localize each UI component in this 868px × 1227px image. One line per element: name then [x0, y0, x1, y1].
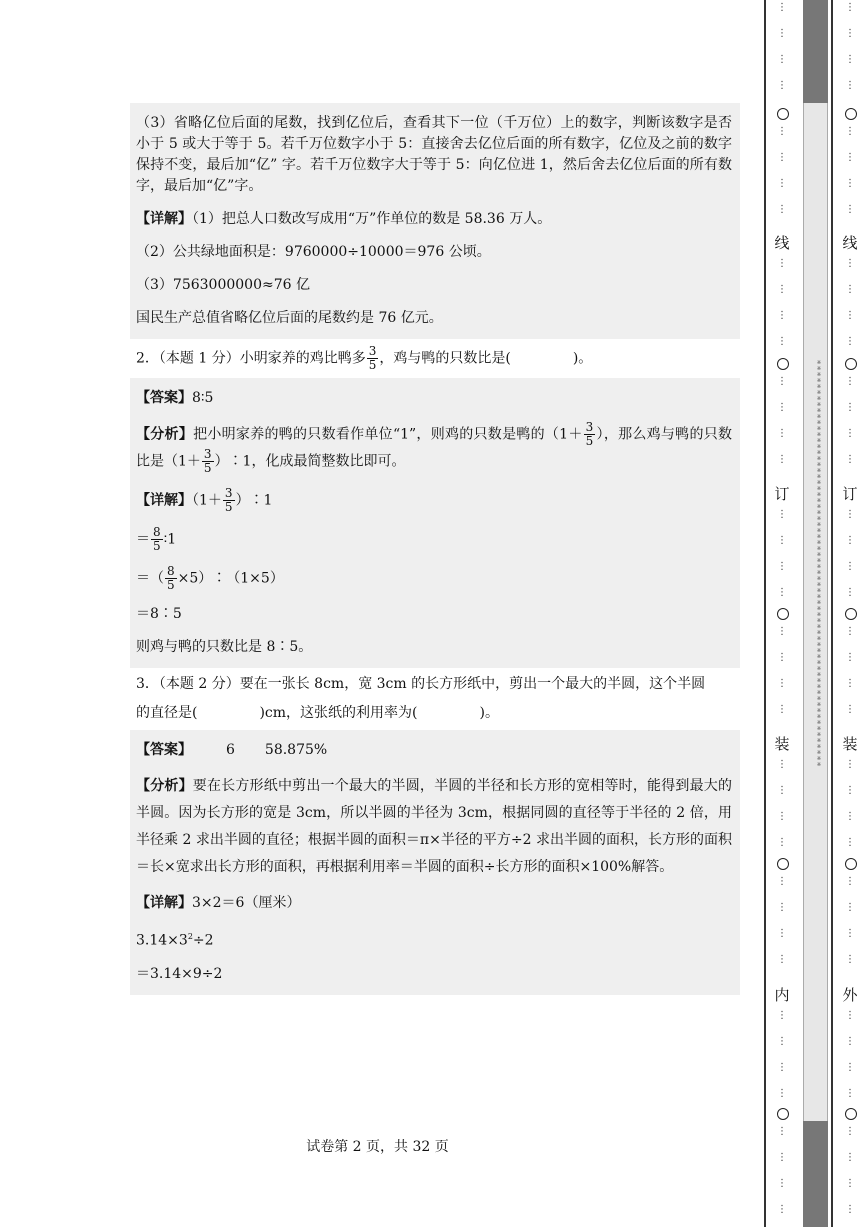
binding-dots: ⋮ — [845, 152, 855, 163]
binding-dots: ⋮ — [845, 80, 855, 91]
q2-detail-4: ＝8∶5 — [136, 606, 182, 622]
binding-grey-bar-top — [803, 0, 828, 103]
binding-hole-circle — [777, 858, 789, 870]
binding-dots: ⋮ — [845, 54, 855, 65]
binding-hole-circle — [777, 358, 789, 370]
binding-dots: ⋮ — [845, 928, 855, 939]
binding-dots: ⋮ — [777, 310, 787, 321]
binding-char: 线 — [842, 234, 858, 252]
q1-solution-block — [130, 103, 740, 339]
binding-dots: ⋮ — [845, 126, 855, 137]
binding-dots: ⋮ — [845, 1088, 855, 1099]
binding-dots: ⋮ — [845, 837, 855, 848]
binding-dots: ⋮ — [777, 954, 787, 965]
binding-dots: ⋮ — [777, 178, 787, 189]
binding-border — [831, 0, 833, 1227]
binding-dots: ⋮ — [777, 1178, 787, 1189]
fraction-8-5: $\frac{8}{5}$ — [153, 525, 161, 553]
binding-dots: ⋮ — [845, 1204, 855, 1215]
binding-dots: ⋮ — [845, 204, 855, 215]
binding-dots: ⋮ — [777, 2, 787, 13]
binding-dots: ⋮ — [777, 626, 787, 637]
binding-dots: ⋮ — [777, 678, 787, 689]
binding-dots: ⋮ — [845, 178, 855, 189]
binding-hole-circle — [845, 608, 857, 620]
binding-dots: ⋮ — [845, 1036, 855, 1047]
q1-detail-1: 【详解】（1）把总人口数改写成用“万”作单位的数是 58.36 万人。 — [136, 211, 552, 227]
q3-solution-block — [130, 730, 740, 995]
q3-detail-1: 【详解】3×2＝6（厘米） — [136, 895, 301, 911]
binding-dots: ⋮ — [777, 1126, 787, 1137]
binding-dots: ⋮ — [845, 704, 855, 715]
binding-dots: ⋮ — [845, 454, 855, 465]
binding-dots: ⋮ — [777, 80, 787, 91]
q1-detail-3: （3）7563000000≈76 亿 — [136, 277, 310, 293]
binding-dots: ⋮ — [845, 626, 855, 637]
q2-analysis: 【分析】把小明家养的鸭的只数看作单位“1”，则鸡的只数是鸭的（1＋ $\frac{3}{5}$ ），那么鸡与鸭的只数比是（1＋ $\frac{3}{5}$ ）∶1，化成最简整数比即可。 — [136, 420, 733, 475]
binding-dots: ⋮ — [777, 902, 787, 913]
binding-dots: ⋮ — [777, 376, 787, 387]
binding-dots: ⋮ — [777, 336, 787, 347]
binding-dots: ⋮ — [777, 152, 787, 163]
binding-dots: ⋮ — [845, 336, 855, 347]
fraction-8-5: $\frac{8}{5}$ — [167, 564, 175, 592]
q3-answer: 【答案】 6 58.875% — [136, 742, 328, 758]
binding-dots: ⋮ — [845, 954, 855, 965]
binding-dots: ⋮ — [845, 561, 855, 572]
binding-hole-circle — [845, 858, 857, 870]
binding-dots: ⋮ — [845, 1152, 855, 1163]
inner-binding-line — [771, 0, 793, 1227]
binding-dots: ⋮ — [845, 876, 855, 887]
q2-detail-3: ＝（ $\frac{8}{5}$ ×5）∶（1×5） — [136, 564, 284, 592]
detail-tag: 【详解】 — [136, 211, 192, 227]
binding-hole-circle — [845, 108, 857, 120]
question-2: 2．（本题 1 分）小明家养的鸡比鸭多 $\frac{3}{5}$ ，鸡与鸭的只数比是( )。 — [136, 344, 593, 372]
binding-hole-circle — [777, 608, 789, 620]
binding-char: 装 — [842, 735, 858, 753]
binding-dots: ⋮ — [845, 1126, 855, 1137]
binding-dots: ⋮ — [777, 509, 787, 520]
binding-dots: ⋮ — [845, 587, 855, 598]
binding-hole-circle — [777, 108, 789, 120]
binding-dots: ⋮ — [777, 535, 787, 546]
binding-dots: ⋮ — [845, 811, 855, 822]
binding-dots: ⋮ — [777, 54, 787, 65]
binding-dots: ⋮ — [845, 2, 855, 13]
binding-dots: ⋮ — [777, 928, 787, 939]
fraction-3-5: $\frac{3}{5}$ — [368, 344, 377, 372]
binding-char: 线 — [774, 234, 790, 252]
binding-dots: ⋮ — [777, 284, 787, 295]
q2-answer: 【答案】8∶5 — [136, 390, 214, 406]
binding-dots: ⋮ — [845, 1062, 855, 1073]
binding-dots: ⋮ — [777, 837, 787, 848]
binding-dots: ⋮ — [777, 785, 787, 796]
binding-dots: ⋮ — [845, 310, 855, 321]
binding-dots: ⋮ — [777, 1036, 787, 1047]
binding-dots: ⋮ — [845, 1010, 855, 1021]
binding-dots: ⋮ — [845, 759, 855, 770]
binding-dots: ⋮ — [845, 284, 855, 295]
binding-dots: ⋮ — [777, 454, 787, 465]
binding-dots: ⋮ — [777, 1152, 787, 1163]
binding-dots: ⋮ — [845, 28, 855, 39]
binding-dots: ⋮ — [777, 402, 787, 413]
binding-dots: ⋮ — [777, 1010, 787, 1021]
q3-analysis: 【分析】要在长方形纸中剪出一个最大的半圆，半圆的半径和长方形的宽相等时，能得到最大的半圆。因为长方形的宽是 3cm，所以半圆的半径为 3cm，根据同圆的直径等于半径的 2 倍，用半径乘 2 求出半圆的直径；根据半圆的面积＝π×半径的平方÷2 求出半圆的面积，长方形的面积＝长×宽求出长方形的面积，再根据利用率＝半圆的面积÷长方形的面积×100%解答。 — [136, 778, 732, 875]
q2-detail-1: 【详解】（1＋ $\frac{3}{5}$ ）∶1 — [136, 486, 273, 514]
binding-dots: ⋮ — [777, 126, 787, 137]
binding-dots: ⋮ — [777, 587, 787, 598]
binding-dots: ⋮ — [777, 704, 787, 715]
page-content — [130, 103, 740, 995]
binding-dots: ⋮ — [845, 652, 855, 663]
binding-dots: ⋮ — [845, 376, 855, 387]
binding-dots: ⋮ — [845, 428, 855, 439]
binding-hole-circle — [845, 358, 857, 370]
binding-dots: ⋮ — [845, 258, 855, 269]
binding-dots: ⋮ — [777, 652, 787, 663]
question-3: 3．（本题 2 分）要在一张长 8cm，宽 3cm 的长方形纸中，剪出一个最大的半圆，这个半圆 的直径是( )cm，这张纸的利用率为( )。 — [136, 676, 706, 721]
binding-dots: ⋮ — [777, 811, 787, 822]
binding-dots: ⋮ — [777, 28, 787, 39]
binding-dots: ⋮ — [777, 1204, 787, 1215]
binding-char: 内 — [774, 986, 790, 1004]
q3-detail-2: $3.14\times 3^2\div 2$ — [136, 932, 214, 949]
outer-binding-line — [839, 0, 861, 1227]
q3-detail-3: ＝3.14×9÷2 — [136, 965, 223, 982]
binding-dots: ⋮ — [777, 759, 787, 770]
page-footer: 试卷第 2 页，共 32 页 — [306, 1139, 449, 1155]
binding-char: 订 — [774, 485, 790, 503]
q1-analysis-step3: （3）省略亿位后面的尾数，找到亿位后，查看其下一位（千万位）上的数字，判断该数字是否小于 5 或大于等于 5。若千万位数字小于 5：直接舍去亿位后面的所有数字，亿位及之前的数字保持不变，最后加“亿” 字。若千万位数字大于等于 5：向亿位进 1，然后舍去亿位后面的所有数字，最后加“亿”字。 — [136, 115, 732, 194]
fraction-3-5: $\frac{3}{5}$ — [203, 447, 212, 475]
fraction-3-5: $\frac{3}{5}$ — [585, 420, 594, 448]
binding-grey-bar-bottom — [803, 1121, 828, 1227]
q1-detail-4: 国民生产总值省略亿位后面的尾数约是 76 亿元。 — [136, 310, 443, 326]
binding-dots: ⋮ — [845, 902, 855, 913]
binding-dots: ⋮ — [777, 1062, 787, 1073]
binding-dots: ⋮ — [845, 509, 855, 520]
binding-dots: ⋮ — [777, 1088, 787, 1099]
binding-dots: ⋮ — [845, 1178, 855, 1189]
binding-hole-circle — [777, 1108, 789, 1120]
binding-fine-print: ※※※※※※※※※※※※※※※※※※※※※※※※※※※※※※※※※※※※※※※※※※※※※※※※※※※※※※※※※※※※※※※※※※※※ — [816, 360, 822, 768]
q2-conclusion: 则鸡与鸭的只数比是 8∶5。 — [136, 639, 313, 655]
binding-dots: ⋮ — [845, 402, 855, 413]
binding-dots: ⋮ — [777, 561, 787, 572]
binding-char: 外 — [842, 986, 858, 1004]
binding-char: 订 — [842, 485, 858, 503]
binding-hole-circle — [845, 1108, 857, 1120]
q2-detail-2: ＝ $\frac{8}{5}$ ∶1 — [136, 525, 177, 553]
q1-detail-2: （2）公共绿地面积是：9760000÷10000＝976 公顷。 — [136, 244, 491, 260]
fraction-3-5: $\frac{3}{5}$ — [224, 486, 233, 514]
binding-dots: ⋮ — [845, 678, 855, 689]
q2-solution-block — [130, 378, 740, 668]
binding-dots: ⋮ — [777, 204, 787, 215]
binding-border — [764, 0, 766, 1227]
binding-char: 装 — [774, 735, 790, 753]
binding-dots: ⋮ — [777, 876, 787, 887]
binding-dots: ⋮ — [777, 428, 787, 439]
binding-dots: ⋮ — [777, 258, 787, 269]
binding-dots: ⋮ — [845, 785, 855, 796]
binding-dots: ⋮ — [845, 535, 855, 546]
